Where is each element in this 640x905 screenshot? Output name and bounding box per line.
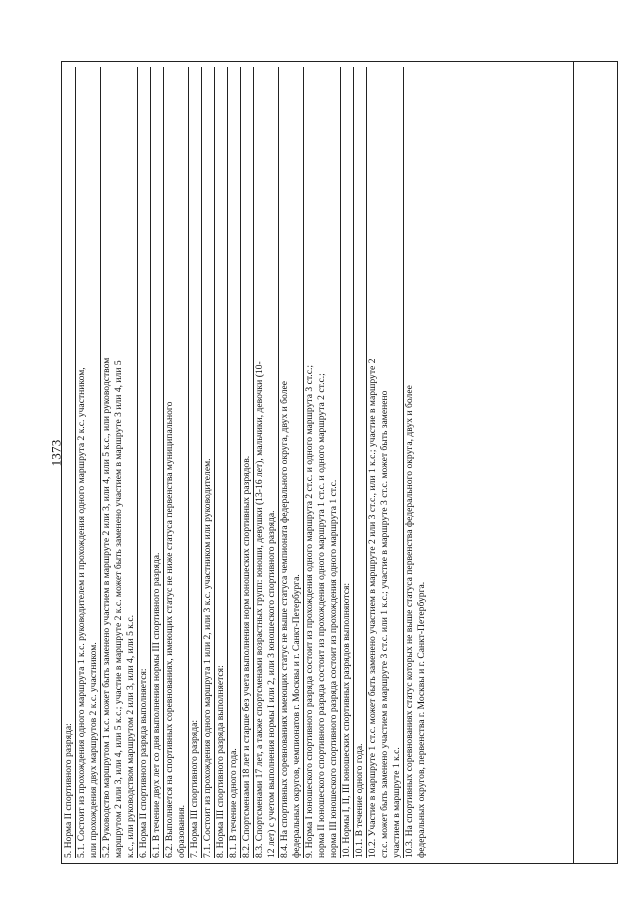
norm-text-line: 8.3. Спортсменами 17 лет, а также спортсменами возрастных групп: юноши, девушки (13-16 лет), мальчики, девочки (10-: [254, 361, 265, 858]
norm-text-line: федеральных округов, первенства г. Москвы и г. Санкт-Петербурга.: [416, 581, 427, 858]
norm-text-line: образования.: [176, 67, 189, 858]
norm-text-line: федеральных округов, чемпионатов г. Москвы и г. Санкт-Петербурга.: [291, 67, 304, 858]
norm-text-line: 5.1. Состоит из прохождения одного маршрута 1 к.с. руководителем и прохождения одного маршрута 2 к.с. участником,: [76, 367, 87, 858]
norm-text-line: или прохождения двух маршрутов 2 к.с. участником.: [88, 67, 101, 858]
norm-text-line: 12 лет) с учетом выполнения нормы I или 2, или 3 юношеского спортивного разряда.: [266, 67, 279, 858]
norm-text-line: норма III юношеского спортивного разряда состоит из прохождения одного маршрута 1 ст.с.: [328, 67, 341, 858]
norm-text-line: 5.2. Руководство маршрутом 1 к.с. может быть заменено участием в маршруте 2 или 3, или 4, или 5 к.с., или руководством: [101, 357, 112, 858]
norm-text-line: 8.4. На спортивных соревнованиях имеющих статус не выше статуса чемпионата федерального округа, двух и более: [279, 380, 290, 858]
norm-text-line: 8. Норма III спортивного разряда выполняется:: [215, 67, 228, 858]
norm-text-line: 8.2. Спортсменами 18 лет и старше без учета выполнения норм юношеских спортивных разрядов.: [241, 67, 254, 858]
norm-text-line: норма II юношеского спортивного разряда состоит из прохождения одного маршрута 1 ст.с. и одного маршрута 2 ст.с.;: [316, 373, 327, 858]
norms-lines: [63, 67, 428, 858]
norm-text-line: 6.1. В течение двух лет со дня выполнения нормы III спортивного разряда.: [151, 67, 164, 858]
norm-text-line: 8.1. В течение одного года.: [228, 67, 241, 858]
page-number: 1373: [48, 439, 64, 467]
norms-table: [61, 61, 618, 864]
norm-text-line: 5. Норма II спортивного разряда:: [63, 67, 76, 858]
norm-text-line: ст.с. может быть заменено участием в маршруте 3 ст.с. или 1 к.с.; участие в маршруте 3 ст.с. может быть заменено: [379, 390, 390, 858]
norm-text-line: 10.3. На спортивных соревнованиях статус которых не выше статуса первенства федерального округа, двух и более: [404, 385, 415, 858]
norm-text-line: маршрутом 2 или 3, или 4, или 5 к.с.; участие в маршруте 2 к.с. может быть заменено участием в маршруте 3 или 4, или 5: [113, 360, 124, 858]
norm-text-line: 10. Нормы I, II, III юношеских спортивных разрядов выполняются:: [341, 67, 354, 858]
rotated-table-container: [61, 61, 618, 864]
norm-text-line: 10.1. В течение одного года.: [354, 67, 367, 858]
norms-text-cell: [62, 62, 574, 864]
norm-text-line: 9. Норма I юношеского спортивного разряда состоит из прохождения одного маршрута 2 ст.с. и одного маршрута 3 ст.с.;: [304, 364, 315, 858]
norm-text-line: участием в маршруте 1 к.с.: [391, 67, 404, 858]
norm-text-line: 6. Норма II спортивного разряда выполняется:: [138, 67, 151, 858]
norm-text-line: 10.2. Участие в маршруте 1 ст.с. может быть заменено участием в маршруте 2 или 3 ст.с., или 1 к.с.; участие в маршруте 2: [367, 358, 378, 858]
norm-text-line: 6.2. Выполняется на спортивных соревнованиях, имеющих статус не ниже статуса первенства муниципального: [164, 401, 175, 858]
norm-text-line: к.с., или руководством маршрутом 2 или 3, или 4, или 5 к.с.: [125, 67, 138, 858]
norm-text-line: 7. Норма III спортивного разряда:: [189, 67, 202, 858]
norm-text-line: 7.1. Состоит из прохождения одного маршрута 1 или 2, или 3 к.с. участником или руководителем.: [202, 67, 215, 858]
empty-left-column: [574, 62, 618, 864]
